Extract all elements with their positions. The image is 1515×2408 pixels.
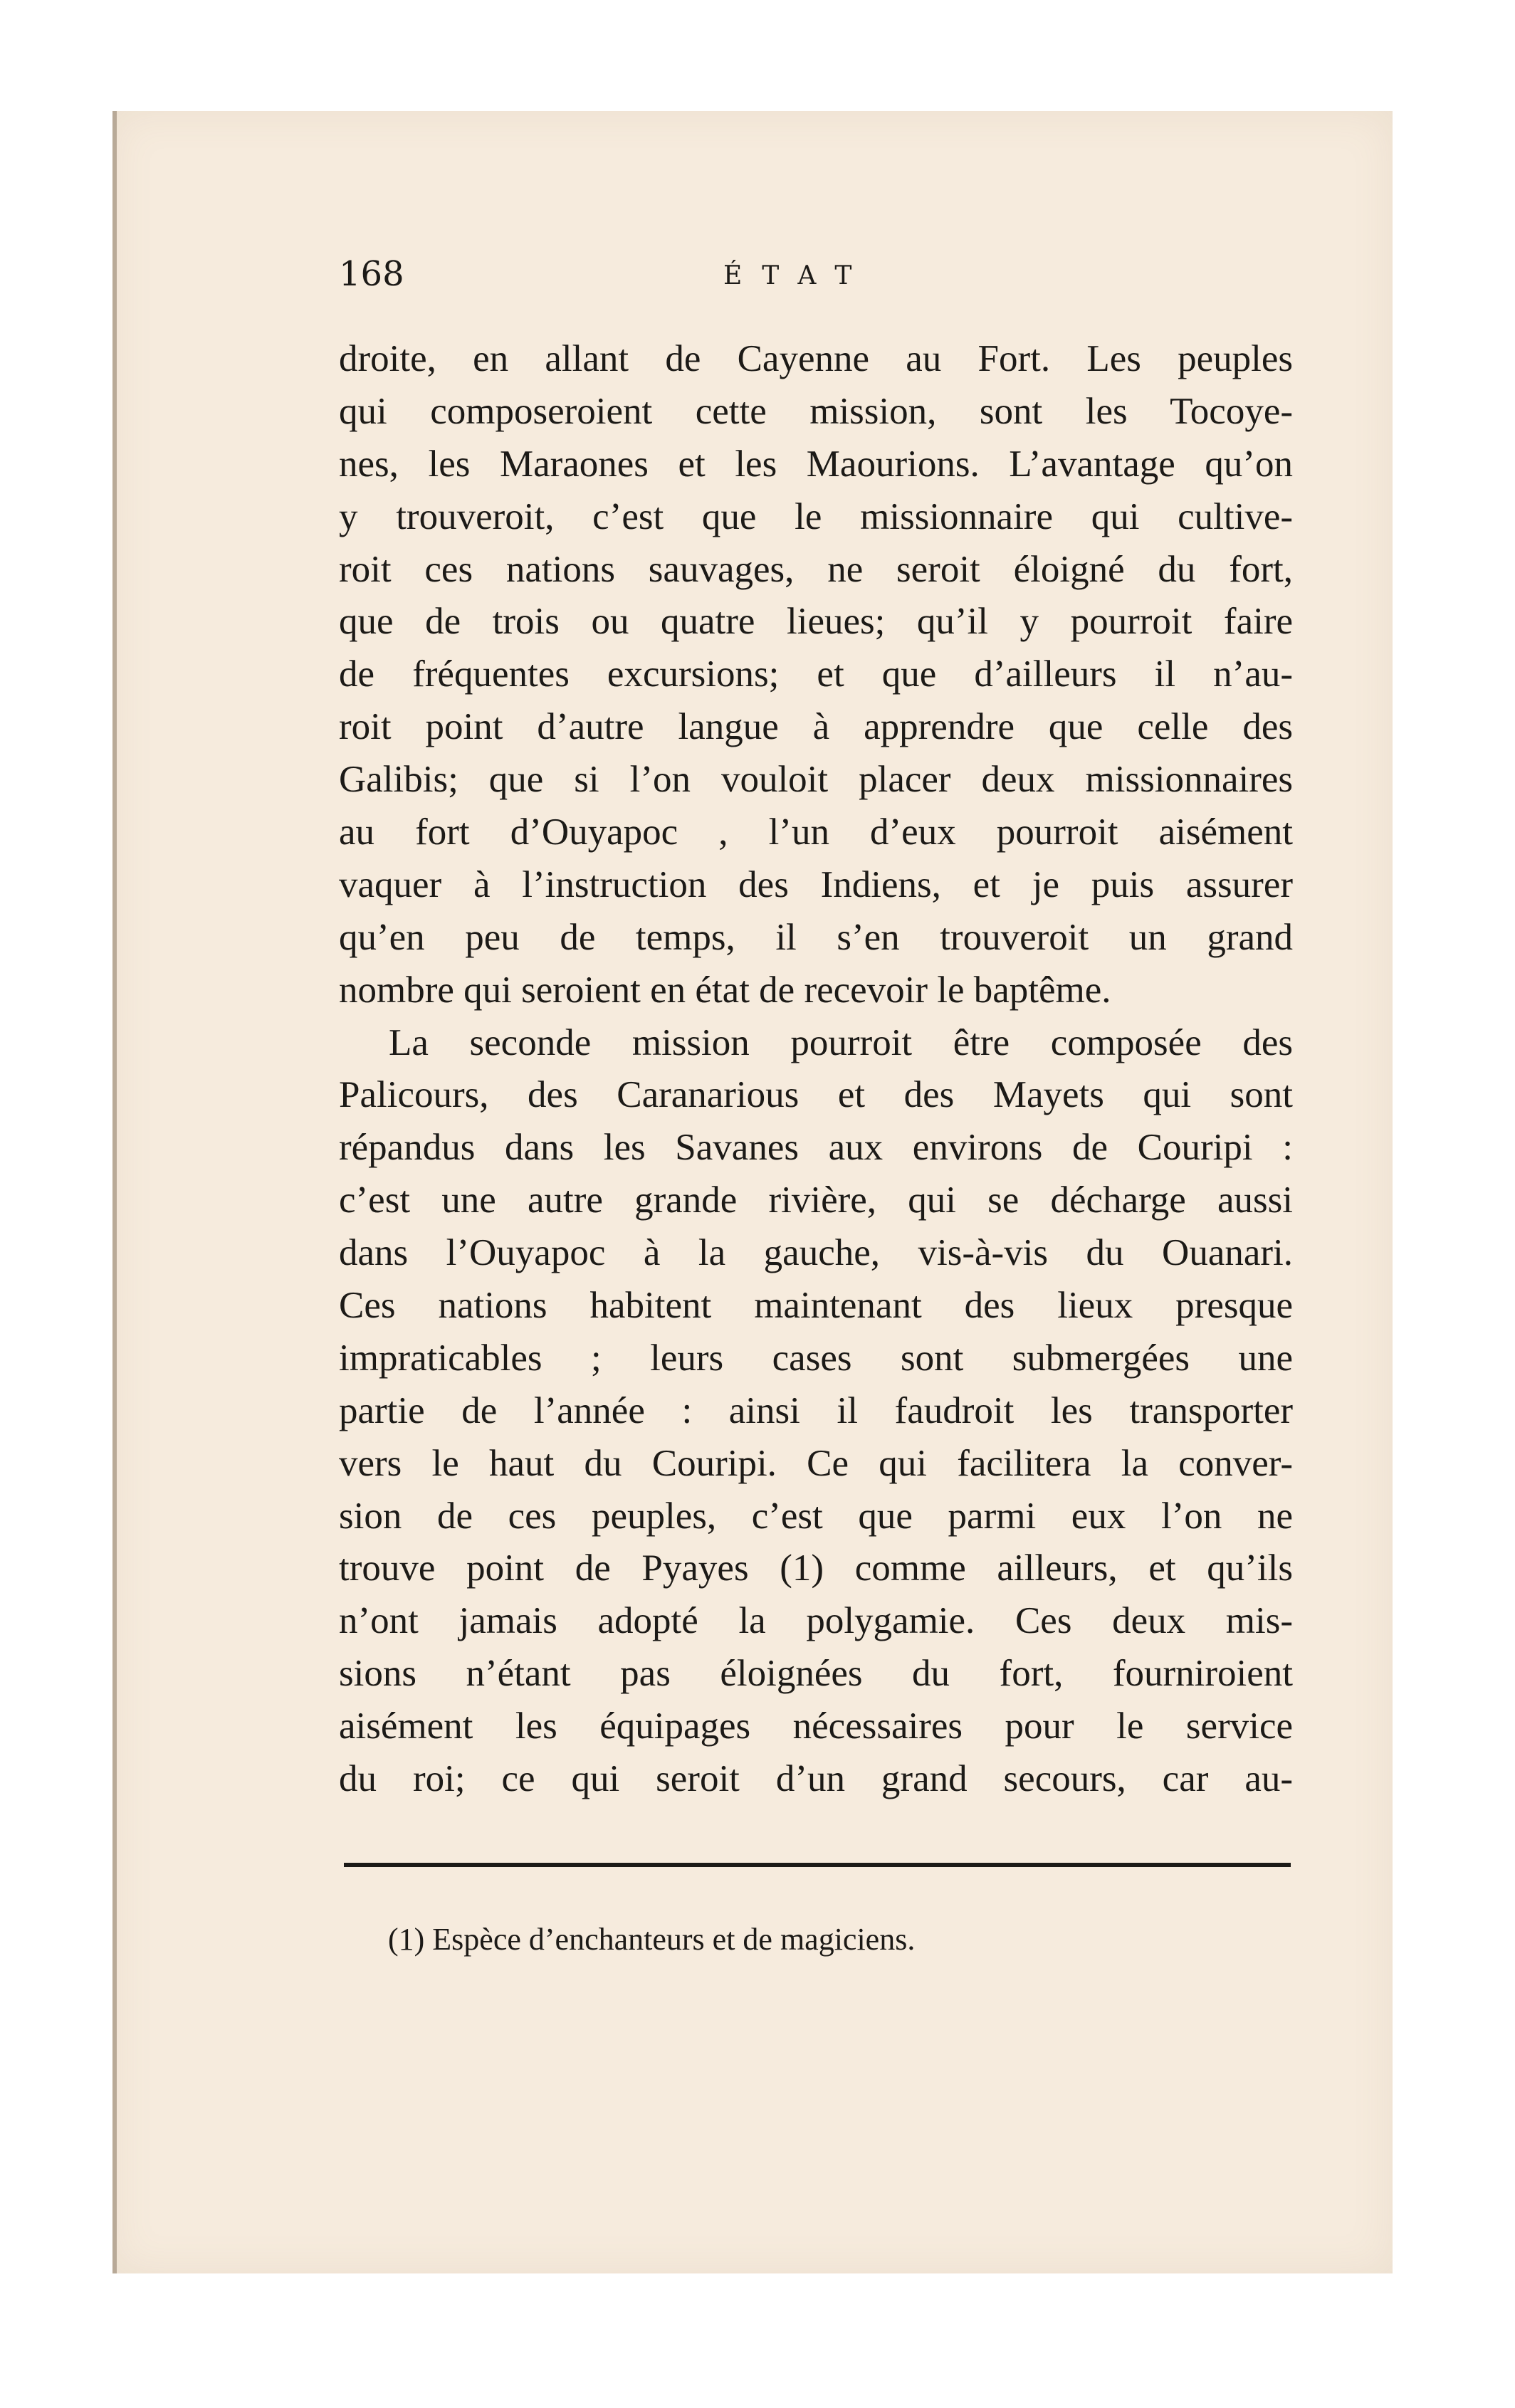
text-line: qu’en peu de temps, il s’en trouveroit un grand — [339, 916, 1293, 958]
text-line: nombre qui seroient en état de recevoir le baptême. — [339, 969, 1111, 1011]
text-line: c’est une autre grande rivière, qui se décharge aussi — [339, 1179, 1293, 1221]
running-title: ÉTAT — [723, 261, 872, 290]
text-line: vaquer à l’instruction des Indiens, et je puis assurer — [339, 863, 1293, 905]
text-line: de fréquentes excursions; et que d’ailleurs il n’au- — [339, 653, 1293, 695]
text-line: droite, en allant de Cayenne au Fort. Les peuples — [339, 338, 1293, 379]
text-line: y trouveroit, c’est que le missionnaire qui cultive- — [339, 495, 1293, 537]
text-line: La seconde mission pourroit être composée des — [389, 1021, 1293, 1063]
text-line: sions n’étant pas éloignées du fort, fourniroient — [339, 1653, 1293, 1695]
footnote-rule — [344, 1863, 1291, 1867]
text-line: Galibis; que si l’on vouloit placer deux missionnaires — [339, 759, 1293, 801]
text-line: vers le haut du Couripi. Ce qui facilitera la conver- — [339, 1442, 1293, 1484]
text-line: n’ont jamais adopté la polygamie. Ces deux mis- — [339, 1600, 1293, 1642]
text-line: au fort d’Ouyapoc , l’un d’eux pourroit aisément — [339, 811, 1293, 853]
page-number: 168 — [339, 254, 404, 294]
text-line: Palicours, des Caranarious et des Mayets qui sont — [339, 1074, 1293, 1116]
text-line: du roi; ce qui seroit d’un grand secours, car au- — [339, 1758, 1293, 1800]
body-text — [339, 333, 1293, 1806]
text-line: impraticables ; leurs cases sont submergées une — [339, 1337, 1293, 1379]
text-line: nes, les Maraones et les Maourions. L’avantage qu’on — [339, 443, 1293, 485]
page-header — [339, 253, 1293, 295]
text-line: répandus dans les Savanes aux environs de Couripi : — [339, 1127, 1293, 1169]
footnote: (1) Espèce d’enchanteurs et de magiciens. — [388, 1922, 916, 1957]
text-line: Ces nations habitent maintenant des lieux presque — [339, 1285, 1293, 1327]
text-line: trouve point de Pyayes (1) comme ailleurs, et qu’ils — [339, 1547, 1293, 1589]
text-line: sion de ces peuples, c’est que parmi eux l’on ne — [339, 1495, 1293, 1537]
text-line: dans l’Ouyapoc à la gauche, vis-à-vis du Ouanari. — [339, 1232, 1293, 1274]
text-line: roit ces nations sauvages, ne seroit éloigné du fort, — [339, 548, 1293, 590]
text-line: que de trois ou quatre lieues; qu’il y pourroit faire — [339, 601, 1293, 643]
text-line: aisément les équipages nécessaires pour le service — [339, 1705, 1293, 1747]
page-edge-shadow — [112, 111, 117, 2273]
text-line: partie de l’année : ainsi il faudroit les transporter — [339, 1389, 1293, 1431]
text-line: qui composeroient cette mission, sont les Tocoye- — [339, 390, 1293, 432]
text-line: roit point d’autre langue à apprendre que celle des — [339, 706, 1293, 748]
